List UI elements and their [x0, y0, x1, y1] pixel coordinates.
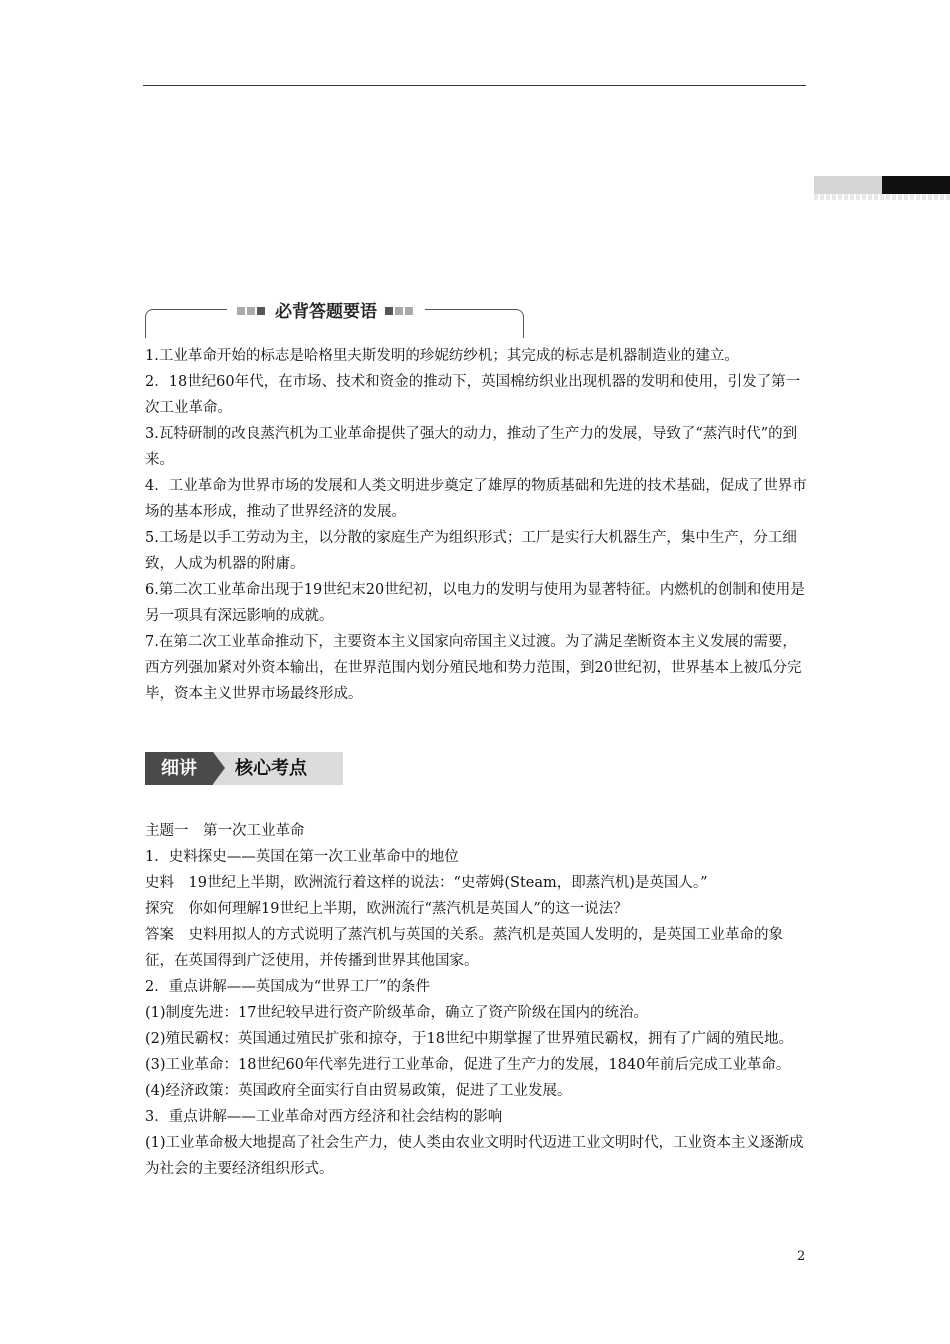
subheading: 2．重点讲解——英国成为“世界工厂”的条件 — [145, 979, 431, 995]
key-point-item: 7.在第二次工业革命推动下，主要资本主义国家向帝国主义过渡。为了满足垄断资本主义发展的需要，西方列强加紧对外资本输出，在世界范围内划分殖民地和势力范围，到20世纪初，世界基本上被瓜分完毕，资本主义世界市场最终形成。 — [145, 634, 802, 702]
topic-heading: 主题一 第一次工业革命 — [145, 823, 305, 839]
section-tab-label: 细讲 — [145, 752, 213, 785]
body-line: (4)经济政策：英国政府全面实行自由贸易政策，促进了工业发展。 — [145, 1083, 572, 1099]
section-title: 核心考点 — [235, 758, 307, 779]
body-line: 答案 史料用拟人的方式说明了蒸汽机与英国的关系。蒸汽机是英国人发明的，是英国工业革命的象征，在英国得到广泛使用，并传播到世界其他国家。 — [145, 927, 783, 969]
body-line: (2)殖民霸权：英国通过殖民扩张和掠夺，于18世纪中期掌握了世界殖民霸权，拥有了广阔的殖民地。 — [145, 1031, 793, 1047]
header-rule — [143, 85, 806, 86]
body-line: (3)工业革命：18世纪60年代率先进行工业革命，促进了生产力的发展，1840年前后完成工业革命。 — [145, 1057, 791, 1073]
subheading: 1．史料探史——英国在第一次工业革命中的地位 — [145, 849, 459, 865]
decoration-black-bar — [882, 176, 950, 194]
body-line: 史料 19世纪上半期，欧洲流行着这样的说法：“史蒂姆(Steam，即蒸汽机)是英国人。” — [145, 875, 708, 891]
key-point-item: 5.工场是以手工劳动为主，以分散的家庭生产为组织形式；工厂是实行大机器生产，集中生产，分工细致，人成为机器的附庸。 — [145, 530, 797, 572]
key-points-list — [145, 343, 810, 707]
left-squares-icon — [237, 300, 267, 320]
decoration-stripe — [814, 194, 950, 200]
key-point-item: 3.瓦特研制的改良蒸汽机为工业革命提供了强大的动力，推动了生产力的发展，导致了“蒸汽时代”的到来。 — [145, 426, 798, 468]
subheading: 3．重点讲解——工业革命对西方经济和社会结构的影响 — [145, 1109, 503, 1125]
page-number: 2 — [797, 1249, 806, 1264]
key-point-item: 1.工业革命开始的标志是哈格里夫斯发明的珍妮纺纱机；其完成的标志是机器制造业的建立。 — [145, 348, 739, 364]
corner-decoration — [814, 176, 950, 216]
key-point-item: 2．18世纪60年代，在市场、技术和资金的推动下，英国棉纺织业出现机器的发明和使用，引发了第一次工业革命。 — [145, 374, 801, 416]
body-line: (1)工业革命极大地提高了社会生产力，使人类由农业文明时代迈进工业文明时代，工业资本主义逐渐成为社会的主要经济组织形式。 — [145, 1135, 804, 1177]
key-points-label — [227, 297, 425, 322]
body-line: (1)制度先进：17世纪较早进行资产阶级革命，确立了资产阶级在国内的统治。 — [145, 1005, 648, 1021]
key-points-title: 必背答题要语 — [275, 302, 377, 322]
body-line: 探究 你如何理解19世纪上半期，欧洲流行“蒸汽机是英国人”的这一说法？ — [145, 901, 628, 917]
body-content — [145, 818, 810, 1182]
section-arrow-icon — [213, 752, 225, 784]
section-header — [145, 752, 343, 785]
decoration-gray-bar — [814, 176, 882, 194]
key-point-item: 6.第二次工业革命出现于19世纪末20世纪初，以电力的发明与使用为显著特征。内燃机的创制和使用是另一项具有深远影响的成就。 — [145, 582, 805, 624]
right-squares-icon — [385, 300, 415, 320]
key-points-header — [145, 297, 522, 339]
key-point-item: 4．工业革命为世界市场的发展和人类文明进步奠定了雄厚的物质基础和先进的技术基础，促成了世界市场的基本形成，推动了世界经济的发展。 — [145, 478, 807, 520]
